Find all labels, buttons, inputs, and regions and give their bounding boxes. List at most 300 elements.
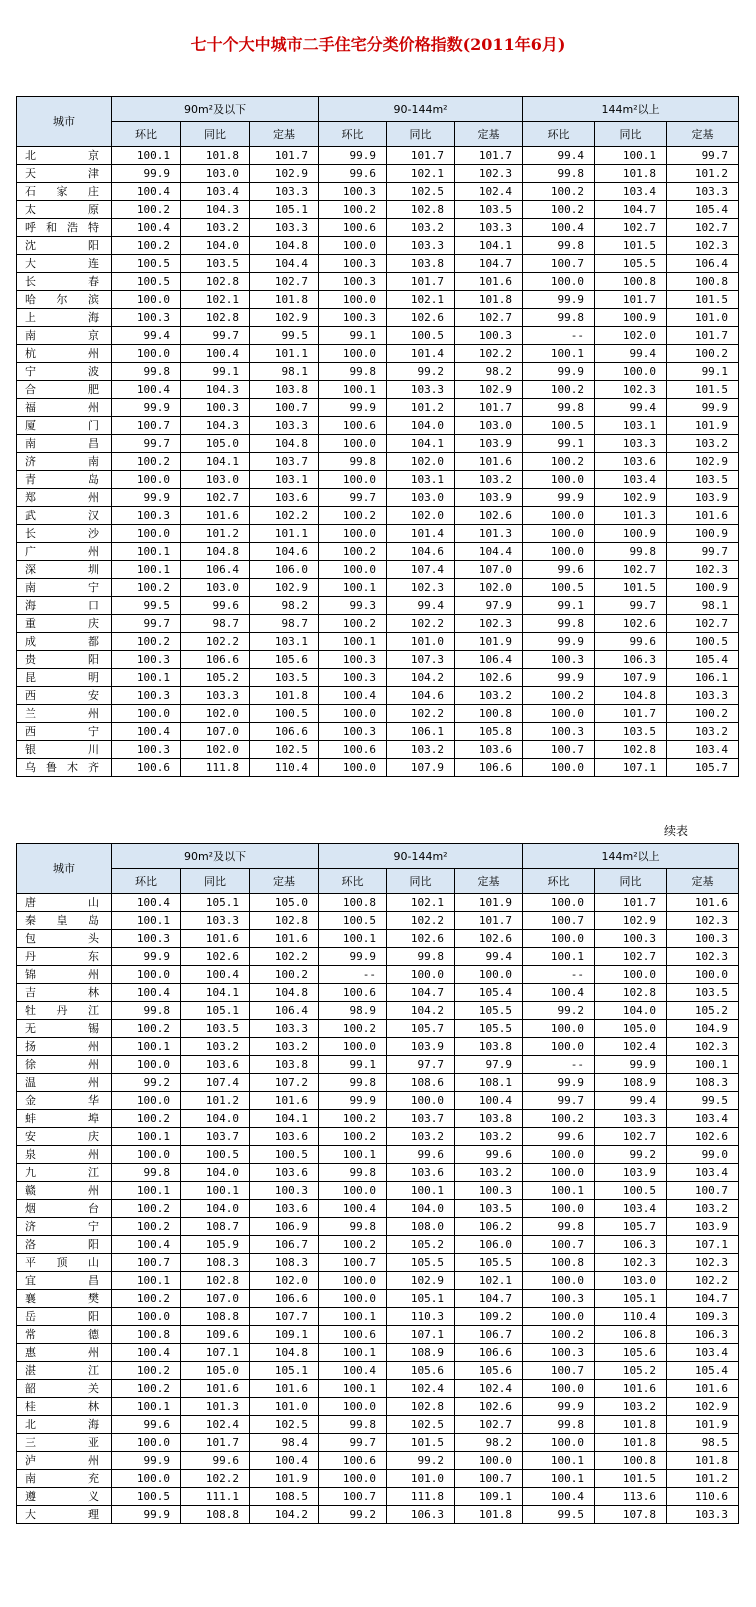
value-cell: 100.7 xyxy=(523,1362,595,1380)
value-cell: 99.4 xyxy=(387,597,455,615)
table-row xyxy=(17,525,739,543)
city-cell: 乌鲁木齐 xyxy=(17,759,112,777)
value-cell: 100.0 xyxy=(523,273,595,291)
value-cell: 100.2 xyxy=(319,1020,387,1038)
value-cell: 103.9 xyxy=(667,489,739,507)
city-cell: 哈尔滨 xyxy=(17,291,112,309)
table-row xyxy=(17,291,739,309)
value-cell: 100.1 xyxy=(319,579,387,597)
value-cell: 103.6 xyxy=(250,1164,319,1182)
value-cell: 110.6 xyxy=(667,1488,739,1506)
value-cell: 103.9 xyxy=(455,489,523,507)
value-cell: 100.8 xyxy=(455,705,523,723)
value-cell: 99.1 xyxy=(319,1056,387,1074)
value-cell: 99.9 xyxy=(523,1074,595,1092)
value-cell: 102.8 xyxy=(387,1398,455,1416)
value-cell: 103.2 xyxy=(387,1128,455,1146)
value-cell: 103.3 xyxy=(455,219,523,237)
value-cell: 103.4 xyxy=(667,1344,739,1362)
value-cell: 100.1 xyxy=(319,381,387,399)
city-cell: 唐山 xyxy=(17,894,112,912)
city-cell: 岳阳 xyxy=(17,1308,112,1326)
value-cell: 104.0 xyxy=(181,237,250,255)
value-cell: 100.0 xyxy=(387,1092,455,1110)
value-cell: 100.9 xyxy=(595,525,667,543)
value-cell: 105.5 xyxy=(455,1254,523,1272)
value-cell: 99.9 xyxy=(112,948,181,966)
value-cell: 102.7 xyxy=(595,219,667,237)
value-cell: 100.0 xyxy=(112,1470,181,1488)
value-cell: 99.9 xyxy=(112,165,181,183)
value-cell: 103.1 xyxy=(250,471,319,489)
city-cell: 大连 xyxy=(17,255,112,273)
value-cell: 102.8 xyxy=(181,309,250,327)
value-cell: 104.7 xyxy=(667,1290,739,1308)
table-row xyxy=(17,1344,739,1362)
value-cell: 100.7 xyxy=(319,1254,387,1272)
value-cell: 102.2 xyxy=(667,1272,739,1290)
value-cell: 107.1 xyxy=(595,759,667,777)
value-cell: -- xyxy=(319,966,387,984)
value-cell: 107.4 xyxy=(387,561,455,579)
table-row xyxy=(17,759,739,777)
value-cell: 99.5 xyxy=(523,1506,595,1524)
table-row xyxy=(17,327,739,345)
value-cell: 105.1 xyxy=(250,201,319,219)
value-cell: 99.2 xyxy=(387,363,455,381)
value-cell: 102.7 xyxy=(455,1416,523,1434)
city-cell: 上海 xyxy=(17,309,112,327)
value-cell: 101.6 xyxy=(667,1380,739,1398)
value-cell: 103.3 xyxy=(595,1110,667,1128)
value-cell: 99.7 xyxy=(595,597,667,615)
city-cell: 厦门 xyxy=(17,417,112,435)
value-cell: 102.5 xyxy=(387,183,455,201)
value-cell: 103.1 xyxy=(595,417,667,435)
value-cell: 99.9 xyxy=(319,147,387,165)
value-cell: 101.6 xyxy=(181,507,250,525)
value-cell: 97.7 xyxy=(387,1056,455,1074)
table-row xyxy=(17,147,739,165)
value-cell: 100.4 xyxy=(523,1488,595,1506)
value-cell: 99.2 xyxy=(112,1074,181,1092)
value-cell: 105.2 xyxy=(595,1362,667,1380)
value-cell: 104.3 xyxy=(181,381,250,399)
value-cell: 103.2 xyxy=(595,1398,667,1416)
value-cell: 101.9 xyxy=(455,894,523,912)
table-row xyxy=(17,669,739,687)
value-cell: 100.3 xyxy=(112,651,181,669)
value-cell: 103.5 xyxy=(181,1020,250,1038)
value-cell: 101.8 xyxy=(181,147,250,165)
group-header-small: 90m²及以下 xyxy=(112,844,319,869)
value-cell: 101.6 xyxy=(250,930,319,948)
value-cell: 99.7 xyxy=(523,1092,595,1110)
value-cell: 97.9 xyxy=(455,597,523,615)
value-cell: 103.7 xyxy=(181,1128,250,1146)
value-cell: 107.0 xyxy=(181,723,250,741)
city-cell: 大理 xyxy=(17,1506,112,1524)
value-cell: 103.2 xyxy=(667,723,739,741)
table-row xyxy=(17,165,739,183)
value-cell: 103.9 xyxy=(667,1218,739,1236)
value-cell: 103.6 xyxy=(455,741,523,759)
value-cell: 105.2 xyxy=(667,1002,739,1020)
value-cell: 101.5 xyxy=(595,579,667,597)
value-cell: 100.1 xyxy=(319,1344,387,1362)
value-cell: 104.3 xyxy=(181,417,250,435)
value-cell: 103.7 xyxy=(387,1110,455,1128)
sub-header-mom: 环比 xyxy=(112,122,181,147)
city-cell: 桂林 xyxy=(17,1398,112,1416)
value-cell: 101.0 xyxy=(250,1398,319,1416)
value-cell: 105.1 xyxy=(181,894,250,912)
value-cell: 100.3 xyxy=(112,687,181,705)
table-row xyxy=(17,1470,739,1488)
value-cell: 101.8 xyxy=(250,291,319,309)
value-cell: 100.3 xyxy=(112,930,181,948)
value-cell: 100.0 xyxy=(319,1470,387,1488)
value-cell: 106.7 xyxy=(455,1326,523,1344)
table-header xyxy=(17,97,739,147)
value-cell: 102.1 xyxy=(455,1272,523,1290)
table-row xyxy=(17,471,739,489)
value-cell: 109.2 xyxy=(455,1308,523,1326)
value-cell: 99.8 xyxy=(523,615,595,633)
table-row xyxy=(17,912,739,930)
value-cell: 100.3 xyxy=(319,309,387,327)
value-cell: 100.1 xyxy=(319,1146,387,1164)
value-cell: 103.1 xyxy=(387,471,455,489)
value-cell: 102.3 xyxy=(387,579,455,597)
value-cell: 99.4 xyxy=(595,399,667,417)
table-row xyxy=(17,1452,739,1470)
value-cell: 99.8 xyxy=(319,1074,387,1092)
value-cell: 100.7 xyxy=(523,741,595,759)
value-cell: 102.6 xyxy=(387,309,455,327)
value-cell: 101.8 xyxy=(667,1452,739,1470)
value-cell: 105.2 xyxy=(387,1236,455,1254)
value-cell: 104.6 xyxy=(250,543,319,561)
value-cell: 102.8 xyxy=(181,1272,250,1290)
table-row xyxy=(17,1254,739,1272)
value-cell: 103.6 xyxy=(250,1128,319,1146)
value-cell: 104.0 xyxy=(181,1200,250,1218)
value-cell: 100.0 xyxy=(112,345,181,363)
value-cell: 99.8 xyxy=(523,237,595,255)
value-cell: 99.9 xyxy=(523,489,595,507)
value-cell: 106.3 xyxy=(595,1236,667,1254)
value-cell: 103.5 xyxy=(455,201,523,219)
value-cell: 105.4 xyxy=(667,651,739,669)
value-cell: 102.8 xyxy=(181,273,250,291)
value-cell: 101.2 xyxy=(181,525,250,543)
value-cell: 99.8 xyxy=(523,399,595,417)
value-cell: 98.4 xyxy=(250,1434,319,1452)
value-cell: 102.5 xyxy=(250,741,319,759)
value-cell: 101.7 xyxy=(387,273,455,291)
value-cell: 100.0 xyxy=(319,1038,387,1056)
value-cell: 100.2 xyxy=(319,201,387,219)
value-cell: 100.0 xyxy=(523,1020,595,1038)
value-cell: 102.2 xyxy=(250,948,319,966)
city-cell: 湛江 xyxy=(17,1362,112,1380)
value-cell: 102.9 xyxy=(667,1398,739,1416)
value-cell: 102.4 xyxy=(455,183,523,201)
value-cell: 99.8 xyxy=(112,363,181,381)
value-cell: 103.9 xyxy=(595,1164,667,1182)
value-cell: 111.1 xyxy=(181,1488,250,1506)
city-cell: 泸州 xyxy=(17,1452,112,1470)
table-row xyxy=(17,1434,739,1452)
value-cell: 100.2 xyxy=(112,633,181,651)
value-cell: 99.3 xyxy=(319,597,387,615)
value-cell: 102.2 xyxy=(387,615,455,633)
value-cell: 104.0 xyxy=(387,1200,455,1218)
value-cell: 100.0 xyxy=(319,435,387,453)
value-cell: 104.8 xyxy=(250,984,319,1002)
value-cell: 102.4 xyxy=(455,1380,523,1398)
city-cell: 温州 xyxy=(17,1074,112,1092)
city-cell: 太原 xyxy=(17,201,112,219)
value-cell: 99.1 xyxy=(523,435,595,453)
value-cell: 102.6 xyxy=(455,507,523,525)
value-cell: 99.6 xyxy=(523,561,595,579)
value-cell: 108.3 xyxy=(250,1254,319,1272)
value-cell: 102.7 xyxy=(455,309,523,327)
value-cell: 100.6 xyxy=(319,219,387,237)
value-cell: 103.7 xyxy=(250,453,319,471)
value-cell: 102.6 xyxy=(455,669,523,687)
value-cell: 103.6 xyxy=(250,1200,319,1218)
value-cell: 99.4 xyxy=(455,948,523,966)
value-cell: 100.8 xyxy=(523,1254,595,1272)
value-cell: 100.3 xyxy=(112,309,181,327)
value-cell: 106.6 xyxy=(250,1290,319,1308)
value-cell: 99.7 xyxy=(181,327,250,345)
value-cell: 100.4 xyxy=(112,723,181,741)
value-cell: 100.2 xyxy=(112,579,181,597)
value-cell: 100.2 xyxy=(523,1326,595,1344)
value-cell: 100.2 xyxy=(523,1110,595,1128)
value-cell: 100.0 xyxy=(523,930,595,948)
value-cell: 103.3 xyxy=(387,381,455,399)
value-cell: 100.0 xyxy=(112,966,181,984)
value-cell: 100.4 xyxy=(455,1092,523,1110)
value-cell: 100.4 xyxy=(112,219,181,237)
value-cell: 102.0 xyxy=(250,1272,319,1290)
sub-header-mom: 环比 xyxy=(523,869,595,894)
value-cell: 99.8 xyxy=(319,363,387,381)
value-cell: 98.2 xyxy=(455,363,523,381)
value-cell: 102.1 xyxy=(387,291,455,309)
table-row xyxy=(17,507,739,525)
value-cell: 104.4 xyxy=(455,543,523,561)
value-cell: 99.8 xyxy=(523,165,595,183)
value-cell: 101.6 xyxy=(455,453,523,471)
value-cell: 103.9 xyxy=(455,435,523,453)
table-row xyxy=(17,1218,739,1236)
table-row xyxy=(17,255,739,273)
value-cell: 104.9 xyxy=(667,1020,739,1038)
value-cell: 100.3 xyxy=(595,930,667,948)
city-cell: 吉林 xyxy=(17,984,112,1002)
table-row xyxy=(17,543,739,561)
city-cell: 牡丹江 xyxy=(17,1002,112,1020)
value-cell: 109.1 xyxy=(455,1488,523,1506)
value-cell: 103.5 xyxy=(181,255,250,273)
value-cell: 101.7 xyxy=(387,147,455,165)
value-cell: 108.8 xyxy=(181,1506,250,1524)
table-row xyxy=(17,1290,739,1308)
value-cell: 104.3 xyxy=(181,201,250,219)
value-cell: 101.7 xyxy=(595,894,667,912)
value-cell: 102.4 xyxy=(387,1380,455,1398)
table-row xyxy=(17,237,739,255)
table-row xyxy=(17,399,739,417)
value-cell: 100.8 xyxy=(667,273,739,291)
city-cell: 合肥 xyxy=(17,381,112,399)
table-row xyxy=(17,615,739,633)
value-cell: 101.1 xyxy=(250,345,319,363)
value-cell: 104.1 xyxy=(181,453,250,471)
value-cell: 101.9 xyxy=(667,1416,739,1434)
table-row xyxy=(17,705,739,723)
value-cell: 102.3 xyxy=(595,381,667,399)
city-cell: 西安 xyxy=(17,687,112,705)
value-cell: 100.2 xyxy=(112,1380,181,1398)
table-row xyxy=(17,723,739,741)
value-cell: 99.1 xyxy=(667,363,739,381)
value-cell: 100.0 xyxy=(319,1398,387,1416)
table-row xyxy=(17,1092,739,1110)
value-cell: 100.0 xyxy=(319,705,387,723)
value-cell: 100.2 xyxy=(667,705,739,723)
value-cell: 99.2 xyxy=(595,1146,667,1164)
city-cell: 烟台 xyxy=(17,1200,112,1218)
value-cell: 100.0 xyxy=(112,705,181,723)
value-cell: 100.3 xyxy=(250,1182,319,1200)
group-header-medium: 90-144m² xyxy=(319,844,523,869)
value-cell: 104.1 xyxy=(455,237,523,255)
city-cell: 沈阳 xyxy=(17,237,112,255)
value-cell: 102.1 xyxy=(387,165,455,183)
value-cell: 100.4 xyxy=(181,966,250,984)
value-cell: 100.3 xyxy=(455,1182,523,1200)
price-index-table-continued xyxy=(16,843,739,1524)
value-cell: 100.5 xyxy=(595,1182,667,1200)
sub-header-mom: 环比 xyxy=(523,122,595,147)
value-cell: 100.2 xyxy=(319,1110,387,1128)
value-cell: 104.8 xyxy=(250,435,319,453)
city-cell: 三亚 xyxy=(17,1434,112,1452)
value-cell: 100.0 xyxy=(523,1308,595,1326)
table-row xyxy=(17,201,739,219)
value-cell: 100.1 xyxy=(112,669,181,687)
value-cell: 99.9 xyxy=(319,948,387,966)
value-cell: 100.0 xyxy=(112,1308,181,1326)
value-cell: 100.0 xyxy=(319,237,387,255)
value-cell: 103.3 xyxy=(667,687,739,705)
city-cell: 常德 xyxy=(17,1326,112,1344)
value-cell: 99.9 xyxy=(523,1398,595,1416)
value-cell: 99.1 xyxy=(319,327,387,345)
value-cell: 100.7 xyxy=(250,399,319,417)
city-header: 城市 xyxy=(17,844,112,894)
value-cell: 104.7 xyxy=(455,1290,523,1308)
value-cell: 100.0 xyxy=(319,759,387,777)
value-cell: 99.9 xyxy=(523,633,595,651)
value-cell: 100.0 xyxy=(523,1434,595,1452)
table-row xyxy=(17,309,739,327)
value-cell: 105.0 xyxy=(250,894,319,912)
value-cell: 110.4 xyxy=(250,759,319,777)
value-cell: 103.3 xyxy=(181,912,250,930)
value-cell: 100.1 xyxy=(667,1056,739,1074)
city-cell: 银川 xyxy=(17,741,112,759)
group-header-large: 144m²以上 xyxy=(523,97,739,122)
value-cell: 103.4 xyxy=(667,741,739,759)
value-cell: 100.2 xyxy=(112,1362,181,1380)
value-cell: 100.7 xyxy=(319,1488,387,1506)
city-cell: 锦州 xyxy=(17,966,112,984)
value-cell: 100.4 xyxy=(112,1344,181,1362)
sub-header-base: 定基 xyxy=(455,869,523,894)
value-cell: 100.0 xyxy=(319,345,387,363)
value-cell: 104.2 xyxy=(250,1506,319,1524)
city-cell: 洛阳 xyxy=(17,1236,112,1254)
value-cell: 106.4 xyxy=(667,255,739,273)
value-cell: 100.4 xyxy=(181,345,250,363)
value-cell: 100.1 xyxy=(112,912,181,930)
city-cell: 青岛 xyxy=(17,471,112,489)
city-cell: 济南 xyxy=(17,453,112,471)
value-cell: 104.2 xyxy=(387,669,455,687)
value-cell: 100.6 xyxy=(112,759,181,777)
value-cell: 100.1 xyxy=(387,1182,455,1200)
value-cell: 100.6 xyxy=(319,1326,387,1344)
value-cell: 100.7 xyxy=(667,1182,739,1200)
value-cell: 100.9 xyxy=(595,309,667,327)
value-cell: 100.4 xyxy=(112,894,181,912)
value-cell: 99.6 xyxy=(523,1128,595,1146)
value-cell: 105.5 xyxy=(387,1254,455,1272)
city-cell: 丹东 xyxy=(17,948,112,966)
table-row xyxy=(17,1398,739,1416)
value-cell: 105.7 xyxy=(387,1020,455,1038)
value-cell: 103.0 xyxy=(455,417,523,435)
value-cell: 100.5 xyxy=(667,633,739,651)
value-cell: 106.3 xyxy=(387,1506,455,1524)
value-cell: 100.3 xyxy=(455,327,523,345)
value-cell: 100.1 xyxy=(523,1182,595,1200)
value-cell: -- xyxy=(523,1056,595,1074)
value-cell: 100.1 xyxy=(112,147,181,165)
table-row xyxy=(17,948,739,966)
table-row xyxy=(17,687,739,705)
value-cell: 100.2 xyxy=(319,543,387,561)
value-cell: 102.7 xyxy=(250,273,319,291)
sub-header-yoy: 同比 xyxy=(595,122,667,147)
value-cell: 100.2 xyxy=(523,201,595,219)
value-cell: 102.9 xyxy=(595,912,667,930)
value-cell: 102.9 xyxy=(250,309,319,327)
value-cell: 100.9 xyxy=(667,579,739,597)
value-cell: 100.2 xyxy=(523,381,595,399)
value-cell: 106.1 xyxy=(667,669,739,687)
value-cell: 99.9 xyxy=(319,399,387,417)
city-cell: 扬州 xyxy=(17,1038,112,1056)
